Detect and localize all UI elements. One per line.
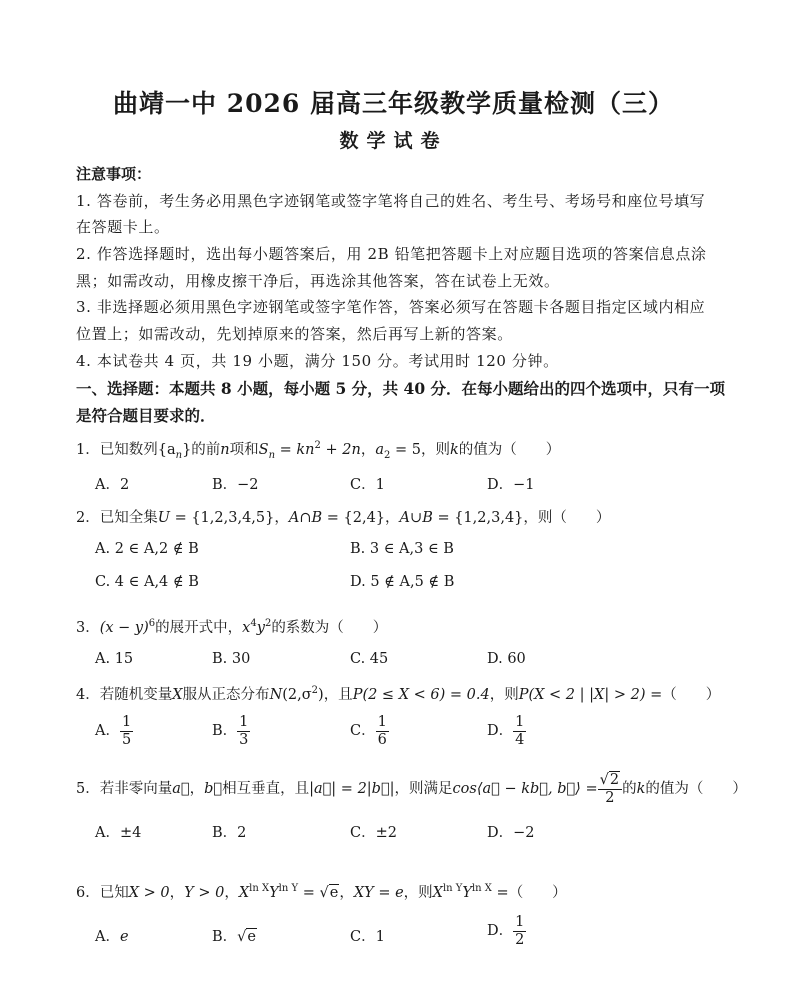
math: n	[220, 442, 230, 458]
option-a	[95, 714, 133, 748]
question-text: ，	[360, 442, 376, 458]
denominator: 2	[605, 789, 615, 806]
math: XY = e	[353, 885, 404, 901]
option-label: D．	[487, 723, 514, 740]
math: B	[422, 510, 433, 526]
denominator: 3	[239, 731, 249, 748]
question-text: 项和	[229, 442, 259, 458]
math: )	[318, 687, 324, 703]
math: X	[238, 885, 250, 901]
math: a⃗	[172, 781, 190, 798]
question-number: 4．	[76, 687, 100, 703]
fraction	[120, 714, 133, 748]
question-number: 5．	[76, 781, 100, 798]
fraction	[513, 914, 526, 948]
math: P(2 ≤ X < 6) = 0.4	[352, 687, 490, 703]
option-b: B. 30	[212, 651, 251, 667]
math: k	[636, 781, 646, 798]
option-d	[487, 714, 526, 748]
math: Y	[269, 885, 279, 901]
math: = kn	[275, 442, 315, 458]
math: X > 0	[128, 885, 170, 901]
math: 2	[314, 440, 321, 452]
math: ln Y	[442, 883, 463, 895]
note-line: 1. 答卷前，考生务必用黑色字迹钢笔或签字笔将自己的姓名、考生号、考场号和座位号填写	[76, 192, 706, 210]
math: S	[258, 442, 269, 458]
option-label: B．	[212, 723, 238, 740]
question-number: 3．	[76, 620, 100, 636]
fraction	[376, 714, 389, 748]
math: ∩	[299, 510, 312, 526]
option-a	[95, 925, 129, 946]
notes-heading: 注意事项：	[76, 165, 152, 183]
question-text: 的系数为（ ）	[271, 620, 388, 636]
question-text: ，	[339, 885, 354, 901]
note-line: 黑；如需改动，用橡皮擦干净后，再选涂其他答案，答在试卷上无效。	[76, 272, 560, 290]
option-b	[212, 714, 250, 748]
math: k	[449, 442, 459, 458]
question-text: 若随机变量	[99, 687, 173, 703]
math: =	[298, 885, 320, 901]
denominator: 5	[121, 731, 132, 748]
option-c	[350, 925, 385, 946]
question-text: 已知	[99, 885, 129, 901]
question-2	[76, 506, 610, 527]
option-value: e	[247, 929, 256, 945]
question-5	[76, 772, 747, 806]
question-text: 的前	[191, 442, 221, 458]
option-label: A．	[95, 723, 120, 740]
numerator: 1	[239, 714, 249, 730]
question-text: ，则	[403, 885, 433, 901]
denominator: 6	[377, 731, 387, 748]
option-c: C. 4 ∈ A,4 ∉ B	[95, 574, 199, 590]
math: 2	[384, 449, 391, 461]
math: ∪	[410, 510, 423, 526]
question-text: ，	[224, 885, 239, 901]
question-text: ，	[189, 781, 205, 798]
math: 6	[148, 618, 156, 630]
math: ln X	[471, 883, 492, 895]
option-b: B．2	[212, 825, 247, 841]
question-text: ，则满足	[394, 781, 453, 798]
question-6	[76, 881, 567, 902]
option-c: C. 45	[350, 651, 389, 667]
question-number: 1．	[76, 442, 100, 458]
option-a: A. 2 ∈ A,2 ∉ B	[95, 541, 199, 557]
numerator: 1	[515, 714, 525, 730]
question-text: 的展开式中，	[155, 620, 243, 636]
math: A	[399, 510, 411, 526]
question-text: 若非零向量	[99, 781, 173, 798]
option-a: A．±4	[95, 825, 142, 841]
option-a: A. 15	[95, 651, 134, 667]
math: 2	[264, 618, 272, 630]
option-b: B．−2	[212, 477, 259, 493]
question-text: ，则	[489, 687, 519, 703]
denominator: 2	[515, 931, 525, 948]
math: √e	[319, 885, 339, 901]
question-text: ，且	[323, 687, 353, 703]
fraction	[237, 714, 250, 748]
math: A	[288, 510, 300, 526]
radicand: e	[329, 885, 339, 901]
math: (x − y)	[99, 620, 149, 636]
math: Y	[462, 885, 472, 901]
numerator: 1	[515, 914, 525, 930]
question-number: 6．	[76, 885, 100, 901]
math: Y > 0	[184, 885, 225, 901]
question-text: 服从正态分布	[182, 687, 270, 703]
option-label: C．	[350, 723, 376, 740]
math: (2,σ	[282, 687, 312, 703]
option-b: B．√e	[212, 929, 256, 945]
fraction	[598, 772, 622, 806]
question-text: = {1,2,3,4}，则（ ）	[432, 510, 611, 526]
option-value: e	[119, 929, 129, 945]
question-text: 的值为（ ）	[458, 442, 561, 458]
math: P(X < 2 | |X| > 2) =	[518, 687, 663, 703]
question-text: 相互垂直，且	[222, 781, 310, 798]
denominator: 4	[515, 731, 525, 748]
math: B	[311, 510, 323, 526]
option-d: D．−1	[487, 477, 535, 493]
question-text: ，则	[420, 442, 450, 458]
exam-subtitle: 数学试卷	[339, 130, 448, 152]
math: 2	[311, 685, 319, 697]
option-d: D. 60	[487, 651, 526, 667]
note-line: 2. 作答选择题时，选出每小题答案后，用 2B 铅笔把答题卡上对应题目选项的答案信息点涂	[76, 245, 707, 263]
question-text: 已知全集	[99, 510, 158, 526]
numerator: 1	[377, 714, 387, 730]
math: n	[175, 449, 183, 461]
math: =	[491, 885, 509, 901]
math: n	[268, 449, 276, 461]
option-label: B．	[212, 929, 238, 945]
math: = {2,4}，	[322, 510, 400, 526]
math: {a	[157, 442, 176, 458]
note-line: 3. 非选择题必须用黑色字迹钢笔或签字笔作答，答案必须写在答题卡各题目指定区域内相应	[76, 298, 706, 316]
option-d: D．−2	[487, 825, 535, 841]
question-text: （ ）	[508, 885, 567, 901]
math: cos⟨a⃗ − kb⃗, b⃗⟩ =	[452, 781, 598, 798]
question-text: ，	[169, 885, 185, 901]
math: = 5	[390, 442, 421, 458]
option-b: B. 3 ∈ A,3 ∈ B	[350, 541, 454, 557]
exam-title: 曲靖一中 2026 届高三年级教学质量检测（三）	[113, 89, 674, 118]
math: ln Y	[278, 883, 299, 895]
question-1	[76, 438, 560, 461]
option-c	[350, 714, 389, 748]
math: ln X	[249, 883, 270, 895]
option-label: A．	[95, 929, 120, 945]
math: b⃗	[204, 781, 223, 798]
math: U	[157, 510, 170, 526]
option-c: C．1	[350, 477, 385, 493]
section-heading: 是符合题目要求的．	[76, 406, 216, 425]
note-line: 4. 本试卷共 4 页，共 19 小题，满分 150 分。考试用时 120 分钟。	[76, 352, 559, 370]
math: 4	[250, 618, 257, 630]
math: N	[269, 687, 283, 703]
question-3	[76, 616, 387, 637]
note-line: 位置上；如需改动，先划掉原来的答案，然后再写上新的答案。	[76, 325, 513, 343]
math: y	[256, 620, 265, 636]
math: + 2n	[320, 442, 361, 458]
option-c: C．±2	[350, 825, 397, 841]
numerator: √2	[598, 772, 622, 790]
math: x	[242, 620, 251, 636]
option-value: 1	[375, 929, 385, 945]
note-line: 在答题卡上。	[76, 218, 170, 236]
question-number: 2．	[76, 510, 100, 526]
option-a: A．2	[95, 477, 130, 493]
math: = {1,2,3,4,5}，	[169, 510, 289, 526]
numerator: 1	[121, 714, 132, 730]
option-d	[487, 914, 526, 948]
question-4	[76, 683, 720, 704]
question-text: 已知数列	[99, 442, 158, 458]
fraction	[513, 714, 526, 748]
question-text: 的	[622, 781, 637, 798]
math: X	[172, 687, 183, 703]
option-label: C．	[350, 929, 376, 945]
math: }	[182, 442, 192, 458]
question-text: 的值为（ ）	[645, 781, 747, 798]
math: a	[375, 442, 384, 458]
option-label: D．	[487, 923, 514, 940]
section-heading: 一、选择题：本题共 8 小题，每小题 5 分，共 40 分．在每小题给出的四个选项中，只有一项	[76, 379, 726, 398]
question-text: （ ）	[662, 687, 721, 703]
math: |a⃗| = 2|b⃗|	[309, 781, 395, 798]
radicand: 2	[609, 772, 620, 788]
option-d: D. 5 ∉ A,5 ∉ B	[350, 574, 455, 590]
math: X	[432, 885, 443, 901]
